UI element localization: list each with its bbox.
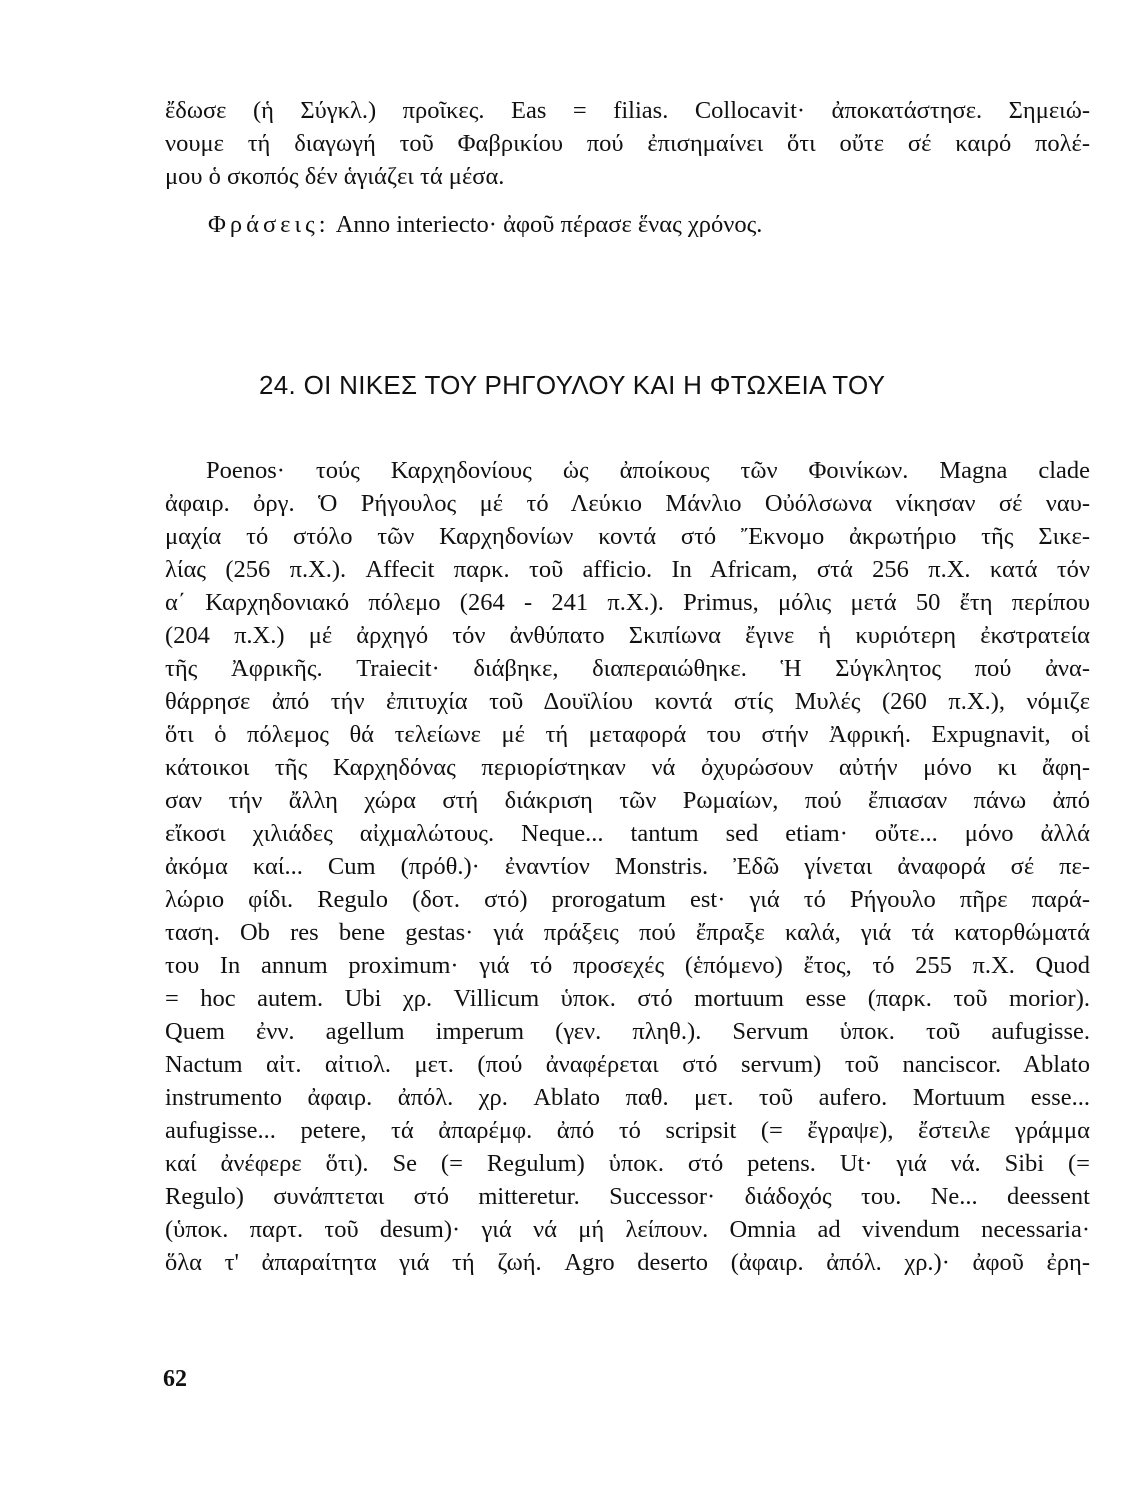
body-line: Nactum αἰτ. αἰτιολ. μετ. (πού ἀναφέρεται στό servum) τοῦ nanciscor. Ablato [165, 1051, 1090, 1078]
body-line: α΄ Καρχηδονιακό πόλεμο (264 - 241 π.Χ.). Primus, μόλις μετά 50 ἔτη περίπου [165, 589, 1090, 616]
body-line: aufugisse... petere, τά ἀπαρέμφ. ἀπό τό scripsit (= ἔγραψε), ἔστειλε γράμμα [165, 1117, 1090, 1144]
phrases-label: Φράσεις: [208, 211, 330, 238]
body-line: τῆς Ἀφρικῆς. Traiecit· διάβηκε, διαπεραιώθηκε. Ἡ Σύγκλητος πού ἀνα- [165, 655, 1090, 682]
body-line: (204 π.Χ.) μέ ἀρχηγό τόν ἀνθύπατο Σκιπίωνα ἔγινε ἡ κυριότερη ἐκστρατεία [165, 622, 1090, 649]
body-line: του In annum proximum· γιά τό προσεχές (ἑπόμενο) ἔτος, τό 255 π.Χ. Quod [165, 952, 1090, 979]
body-line: λίας (256 π.Χ.). Affecit παρκ. τοῦ afficio. In Africam, στά 256 π.Χ. κατά τόν [165, 556, 1090, 583]
body-line: κάτοικοι τῆς Καρχηδόνας περιορίστηκαν νά ὀχυρώσουν αὐτήν μόνο κι ἄφη- [165, 754, 1090, 781]
body-line: Poenos· τούς Καρχηδονίους ὡς ἀποίκους τῶν Φοινίκων. Magna clade [206, 457, 1090, 484]
body-line: = hoc autem. Ubi χρ. Villicum ὑποκ. στό mortuum esse (παρκ. τοῦ morior). [165, 985, 1090, 1012]
intro-line: νουμε τή διαγωγή τοῦ Φαβρικίου πού ἐπισημαίνει ὅτι οὔτε σέ καιρό πολέ- [165, 130, 1090, 157]
body-line: εἴκοσι χιλιάδες αἰχμαλώτους. Neque... tantum sed etiam· οὔτε... μόνο ἀλλά [165, 820, 1090, 847]
phrases-line [208, 209, 762, 241]
body-line: instrumento ἀφαιρ. ἀπόλ. χρ. Ablato παθ. μετ. τοῦ aufero. Mortuum esse... [165, 1084, 1090, 1111]
body-line: σαν τήν ἄλλη χώρα στή διάκριση τῶν Ρωμαίων, πού ἔπιασαν πάνω ἀπό [165, 787, 1090, 814]
body-line: μαχία τό στόλο τῶν Καρχηδονίων κοντά στό Ἔκνομο ἀκρωτήριο τῆς Σικε- [165, 523, 1090, 550]
body-line: ὅτι ὁ πόλεμος θά τελείωνε μέ τή μεταφορά του στήν Ἀφρική. Expugnavit, οἱ [165, 721, 1090, 748]
body-line: ὅλα τ' ἀπαραίτητα γιά τή ζωή. Agro deserto (ἀφαιρ. ἀπόλ. χρ.)· ἀφοῦ ἐρη- [165, 1249, 1090, 1276]
body-line: θάρρησε ἀπό τήν ἐπιτυχία τοῦ Δουϊλίου κοντά στίς Μυλές (260 π.Χ.), νόμιζε [165, 688, 1090, 715]
body-line: ταση. Ob res bene gestas· γιά πράξεις πού ἔπραξε καλά, γιά τά κατορθώματά [165, 919, 1090, 946]
body-line: (ὑποκ. παρτ. τοῦ desum)· γιά νά μή λείπουν. Omnia ad vivendum necessaria· [165, 1216, 1090, 1243]
body-line: λώριο φίδι. Regulo (δοτ. στό) prorogatum est· γιά τό Ρήγουλο πῆρε παρά- [165, 886, 1090, 913]
intro-line: μου ὁ σκοπός δέν ἁγιάζει τά μέσα. [165, 163, 505, 190]
body-line: ἀφαιρ. ὀργ. Ὁ Ρήγουλος μέ τό Λεύκιο Μάνλιο Οὐόλσωνα νίκησαν σέ ναυ- [165, 490, 1090, 517]
page-number: 62 [163, 1366, 187, 1392]
body-line: καί ἀνέφερε ὅτι). Se (= Regulum) ὑποκ. στό petens. Ut· γιά νά. Sibi (= [165, 1150, 1090, 1177]
phrases-text: Anno interiecto· ἀφοῦ πέρασε ἕνας χρόνος. [335, 211, 763, 238]
body-line: ἀκόμα καί... Cum (πρόθ.)· ἐναντίον Monstris. Ἐδῶ γίνεται ἀναφορά σέ πε- [165, 853, 1090, 880]
body-line: Quem ἐνν. agellum imperum (γεν. πληθ.). Servum ὑποκ. τοῦ aufugisse. [165, 1018, 1090, 1045]
section-title: 24. ΟΙ ΝΙΚΕΣ ΤΟΥ ΡΗΓΟΥΛΟΥ ΚΑΙ Η ΦΤΩΧΕΙΑ ΤΟΥ [259, 370, 886, 400]
intro-line: ἔδωσε (ἡ Σύγκλ.) προῖκες. Eas = filias. Collocavit· ἀποκατάστησε. Σημειώ- [165, 97, 1090, 124]
body-line: Regulo) συνάπτεται στό mitteretur. Successor· διάδοχός του. Ne... deessent [165, 1183, 1090, 1210]
